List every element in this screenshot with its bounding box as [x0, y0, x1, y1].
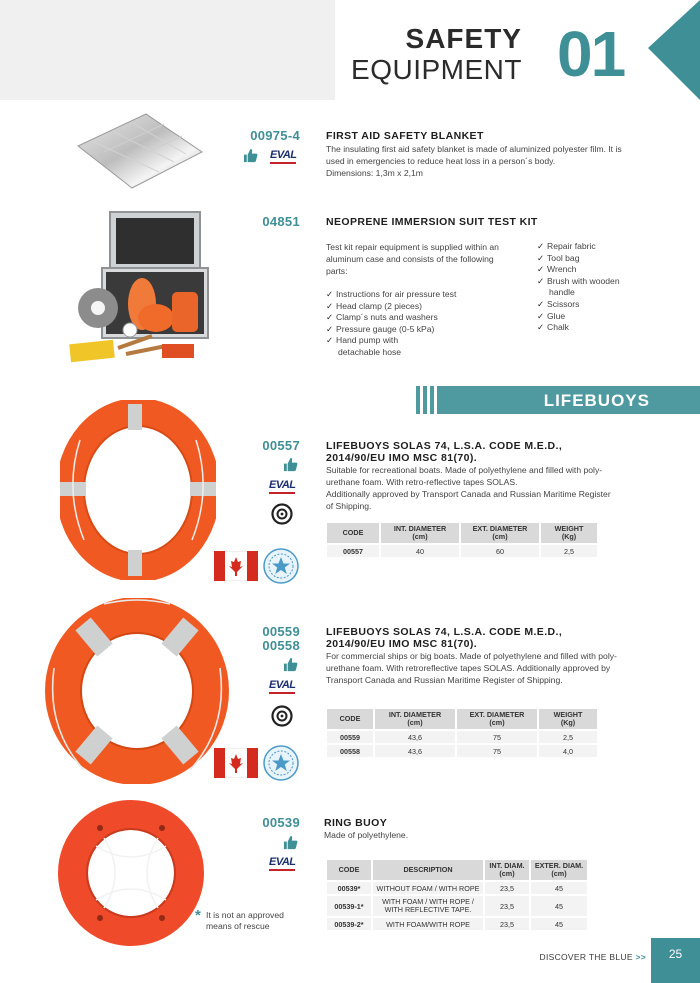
table-cell: 00539-1* — [327, 896, 371, 916]
table-row — [327, 745, 597, 757]
table-header: EXTER. DIAM. (cm) — [531, 860, 587, 880]
eval-logo-text: EVAL — [269, 479, 296, 491]
kit-parts-list-right — [537, 241, 667, 334]
safety-blanket-image — [74, 112, 204, 192]
blanket-desc-line: used in emergencies to reduce heat loss in a person´s body. — [326, 156, 556, 166]
kit-parts-list-left — [326, 289, 526, 359]
blanket-desc-line: Dimensions: 1,3m x 2,1m — [326, 168, 423, 178]
lifebuoy-00559-image — [44, 598, 230, 784]
note-line: means of rescue — [206, 921, 270, 931]
list-item: ✓ Brush with wooden — [537, 276, 667, 288]
list-item: ✓ Head clamp (2 pieces) — [326, 301, 526, 313]
list-item-continuation: handle — [549, 287, 575, 298]
lifebuoy1-spec-table — [325, 521, 599, 559]
note-asterisk: * — [195, 907, 201, 924]
header-arrow-icon — [648, 0, 700, 100]
lifebuoy2-spec-table — [325, 707, 599, 759]
ringbuoy-description: Made of polyethylene. — [324, 830, 409, 840]
test-kit-image — [66, 208, 216, 368]
table-cell: 75 — [457, 745, 537, 757]
list-item: ✓ Chalk — [537, 322, 667, 334]
table-row — [327, 731, 597, 743]
desc-line: of Shipping. — [326, 501, 372, 511]
list-item: ✓ Wrench — [537, 264, 667, 276]
desc-line: urethane foam. With retro-reflective tapes SOLAS. — [326, 477, 518, 487]
lifebuoy1-code: 00557 — [262, 438, 300, 453]
table-header: INT. DIAMETER (cm) — [381, 523, 459, 543]
page-number-box — [651, 938, 700, 983]
table-row — [327, 896, 587, 916]
eval-logo-text: EVAL — [269, 856, 296, 868]
table-header: INT. DIAM. (cm) — [485, 860, 529, 880]
thumbs-up-icon — [283, 457, 298, 472]
lifebuoy1-title-line2: 2014/90/EU IMO MSC 81(70). — [326, 452, 478, 464]
eval-logo — [269, 479, 296, 494]
footer-tagline-text: DISCOVER THE BLUE — [539, 952, 633, 962]
lifebuoy1-title-line1: LIFEBUOYS SOLAS 74, L.S.A. CODE M.E.D., — [326, 440, 563, 452]
desc-line: For commercial ships or big boats. Made of polyethylene and filled with poly- — [326, 651, 617, 661]
not-approved-note — [195, 907, 305, 932]
page-number: 25 — [668, 947, 683, 961]
ringbuoy-code: 00539 — [262, 815, 300, 830]
table-cell: 43,6 — [375, 731, 455, 743]
table-cell: 23,5 — [485, 918, 529, 930]
blanket-description — [326, 143, 656, 179]
table-cell: 00557 — [327, 545, 379, 557]
section-title-line2: EQUIPMENT — [351, 54, 522, 85]
ringbuoy-title: RING BUOY — [324, 817, 388, 829]
list-item: ✓ Repair fabric — [537, 241, 667, 253]
table-cell: 40 — [381, 545, 459, 557]
table-header: CODE — [327, 860, 371, 880]
table-header: CODE — [327, 523, 379, 543]
table-header: DESCRIPTION — [373, 860, 483, 880]
lifebuoy1-description — [326, 464, 654, 512]
table-cell: 45 — [531, 896, 587, 916]
table-cell: WITH FOAM / WITH ROPE / WITH REFLECTIVE TAPE. — [373, 896, 483, 916]
table-cell: 2,5 — [539, 731, 597, 743]
lifebuoys-banner — [416, 386, 700, 414]
table-cell: 60 — [461, 545, 539, 557]
desc-line: Suitable for recreational boats. Made of polyethylene and filled with poly- — [326, 465, 603, 475]
list-item: ✓ Instructions for air pressure test — [326, 289, 526, 301]
table-cell: 75 — [457, 731, 537, 743]
lifebuoy-00557-image — [60, 400, 216, 580]
section-title — [330, 24, 522, 86]
table-header: INT. DIAMETER (cm) — [375, 709, 455, 729]
list-item: ✓ Tool bag — [537, 253, 667, 265]
list-item-continuation: detachable hose — [338, 346, 402, 357]
table-cell: 00559 — [327, 731, 373, 743]
table-row — [327, 882, 587, 894]
table-header: WEIGHT (Kg) — [541, 523, 597, 543]
table-cell: 43,6 — [375, 745, 455, 757]
table-cell: 00539-2* — [327, 918, 371, 930]
note-line: It is not an approved — [206, 910, 284, 920]
desc-line: Additionally approved by Transport Canada and Russian Maritime Register — [326, 489, 611, 499]
kit-intro-line: aluminum case and consists of the following — [326, 254, 494, 264]
table-cell: 2,5 — [541, 545, 597, 557]
table-cell: 45 — [531, 918, 587, 930]
list-item: ✓ Scissors — [537, 299, 667, 311]
table-cell: 4,0 — [539, 745, 597, 757]
table-header: EXT. DIAMETER (cm) — [461, 523, 539, 543]
list-item: ✓ Hand pump with — [326, 335, 526, 347]
certification-seal-icon — [263, 548, 299, 584]
table-row — [327, 918, 587, 930]
lifebuoy2-code-1: 00559 — [262, 624, 300, 639]
table-row — [327, 545, 597, 557]
table-header: EXT. DIAMETER (cm) — [457, 709, 537, 729]
blanket-desc-line: The insulating first aid safety blanket is made of aluminized polyester film. It is — [326, 144, 622, 154]
desc-line: Transport Canada and Russian Maritime Register of Shipping. — [326, 675, 563, 685]
wheel-mark-icon — [271, 503, 293, 525]
footer-arrows-icon: >> — [635, 952, 646, 962]
table-cell: 23,5 — [485, 896, 529, 916]
table-header: CODE — [327, 709, 373, 729]
list-item: ✓ Pressure gauge (0-5 kPa) — [326, 324, 526, 336]
eval-logo — [270, 149, 297, 164]
lifebuoy2-description — [326, 650, 654, 686]
thumbs-up-icon — [283, 835, 298, 850]
table-cell: 00539* — [327, 882, 371, 894]
table-cell: WITHOUT FOAM / WITH ROPE — [373, 882, 483, 894]
ringbuoy-spec-table — [325, 858, 589, 932]
table-cell: 23,5 — [485, 882, 529, 894]
blanket-title: FIRST AID SAFETY BLANKET — [326, 130, 484, 142]
table-cell: WITH FOAM/WITH ROPE — [373, 918, 483, 930]
lifebuoy2-title-line1: LIFEBUOYS SOLAS 74, L.S.A. CODE M.E.D., — [326, 626, 563, 638]
eval-logo — [269, 679, 296, 694]
kit-intro — [326, 241, 526, 277]
kit-intro-line: parts: — [326, 266, 348, 276]
lifebuoy2-title — [326, 626, 562, 650]
canada-flag-icon — [214, 551, 258, 581]
table-cell: 00558 — [327, 745, 373, 757]
lifebuoy1-title — [326, 440, 562, 464]
blanket-code: 00975-4 — [250, 128, 300, 143]
footer-tagline — [520, 952, 646, 962]
list-item: ✓ Clamp´s nuts and washers — [326, 312, 526, 324]
list-item: ✓ Glue — [537, 311, 667, 323]
canada-flag-icon — [214, 748, 258, 778]
certification-seal-icon — [263, 745, 299, 781]
kit-intro-line: Test kit repair equipment is supplied within an — [326, 242, 499, 252]
ring-buoy-image — [56, 798, 206, 948]
section-title-line1: SAFETY — [405, 23, 522, 54]
lifebuoys-banner-label: LIFEBUOYS — [543, 391, 650, 410]
table-cell: 45 — [531, 882, 587, 894]
desc-line: urethane foam. With retroreflective tapes SOLAS. Additionally approved by — [326, 663, 611, 673]
eval-logo-text: EVAL — [270, 149, 297, 161]
thumbs-up-icon — [243, 148, 258, 163]
table-header: WEIGHT (Kg) — [539, 709, 597, 729]
header-gray-block — [0, 0, 335, 100]
thumbs-up-icon — [283, 657, 298, 672]
kit-code: 04851 — [262, 214, 300, 229]
wheel-mark-icon — [271, 705, 293, 727]
kit-title: NEOPRENE IMMERSION SUIT TEST KIT — [326, 216, 538, 228]
eval-logo-text: EVAL — [269, 679, 296, 691]
lifebuoy2-title-line2: 2014/90/EU IMO MSC 81(70). — [326, 638, 478, 650]
lifebuoy2-code-2: 00558 — [262, 638, 300, 653]
eval-logo — [269, 856, 296, 871]
section-number: 01 — [557, 18, 625, 90]
